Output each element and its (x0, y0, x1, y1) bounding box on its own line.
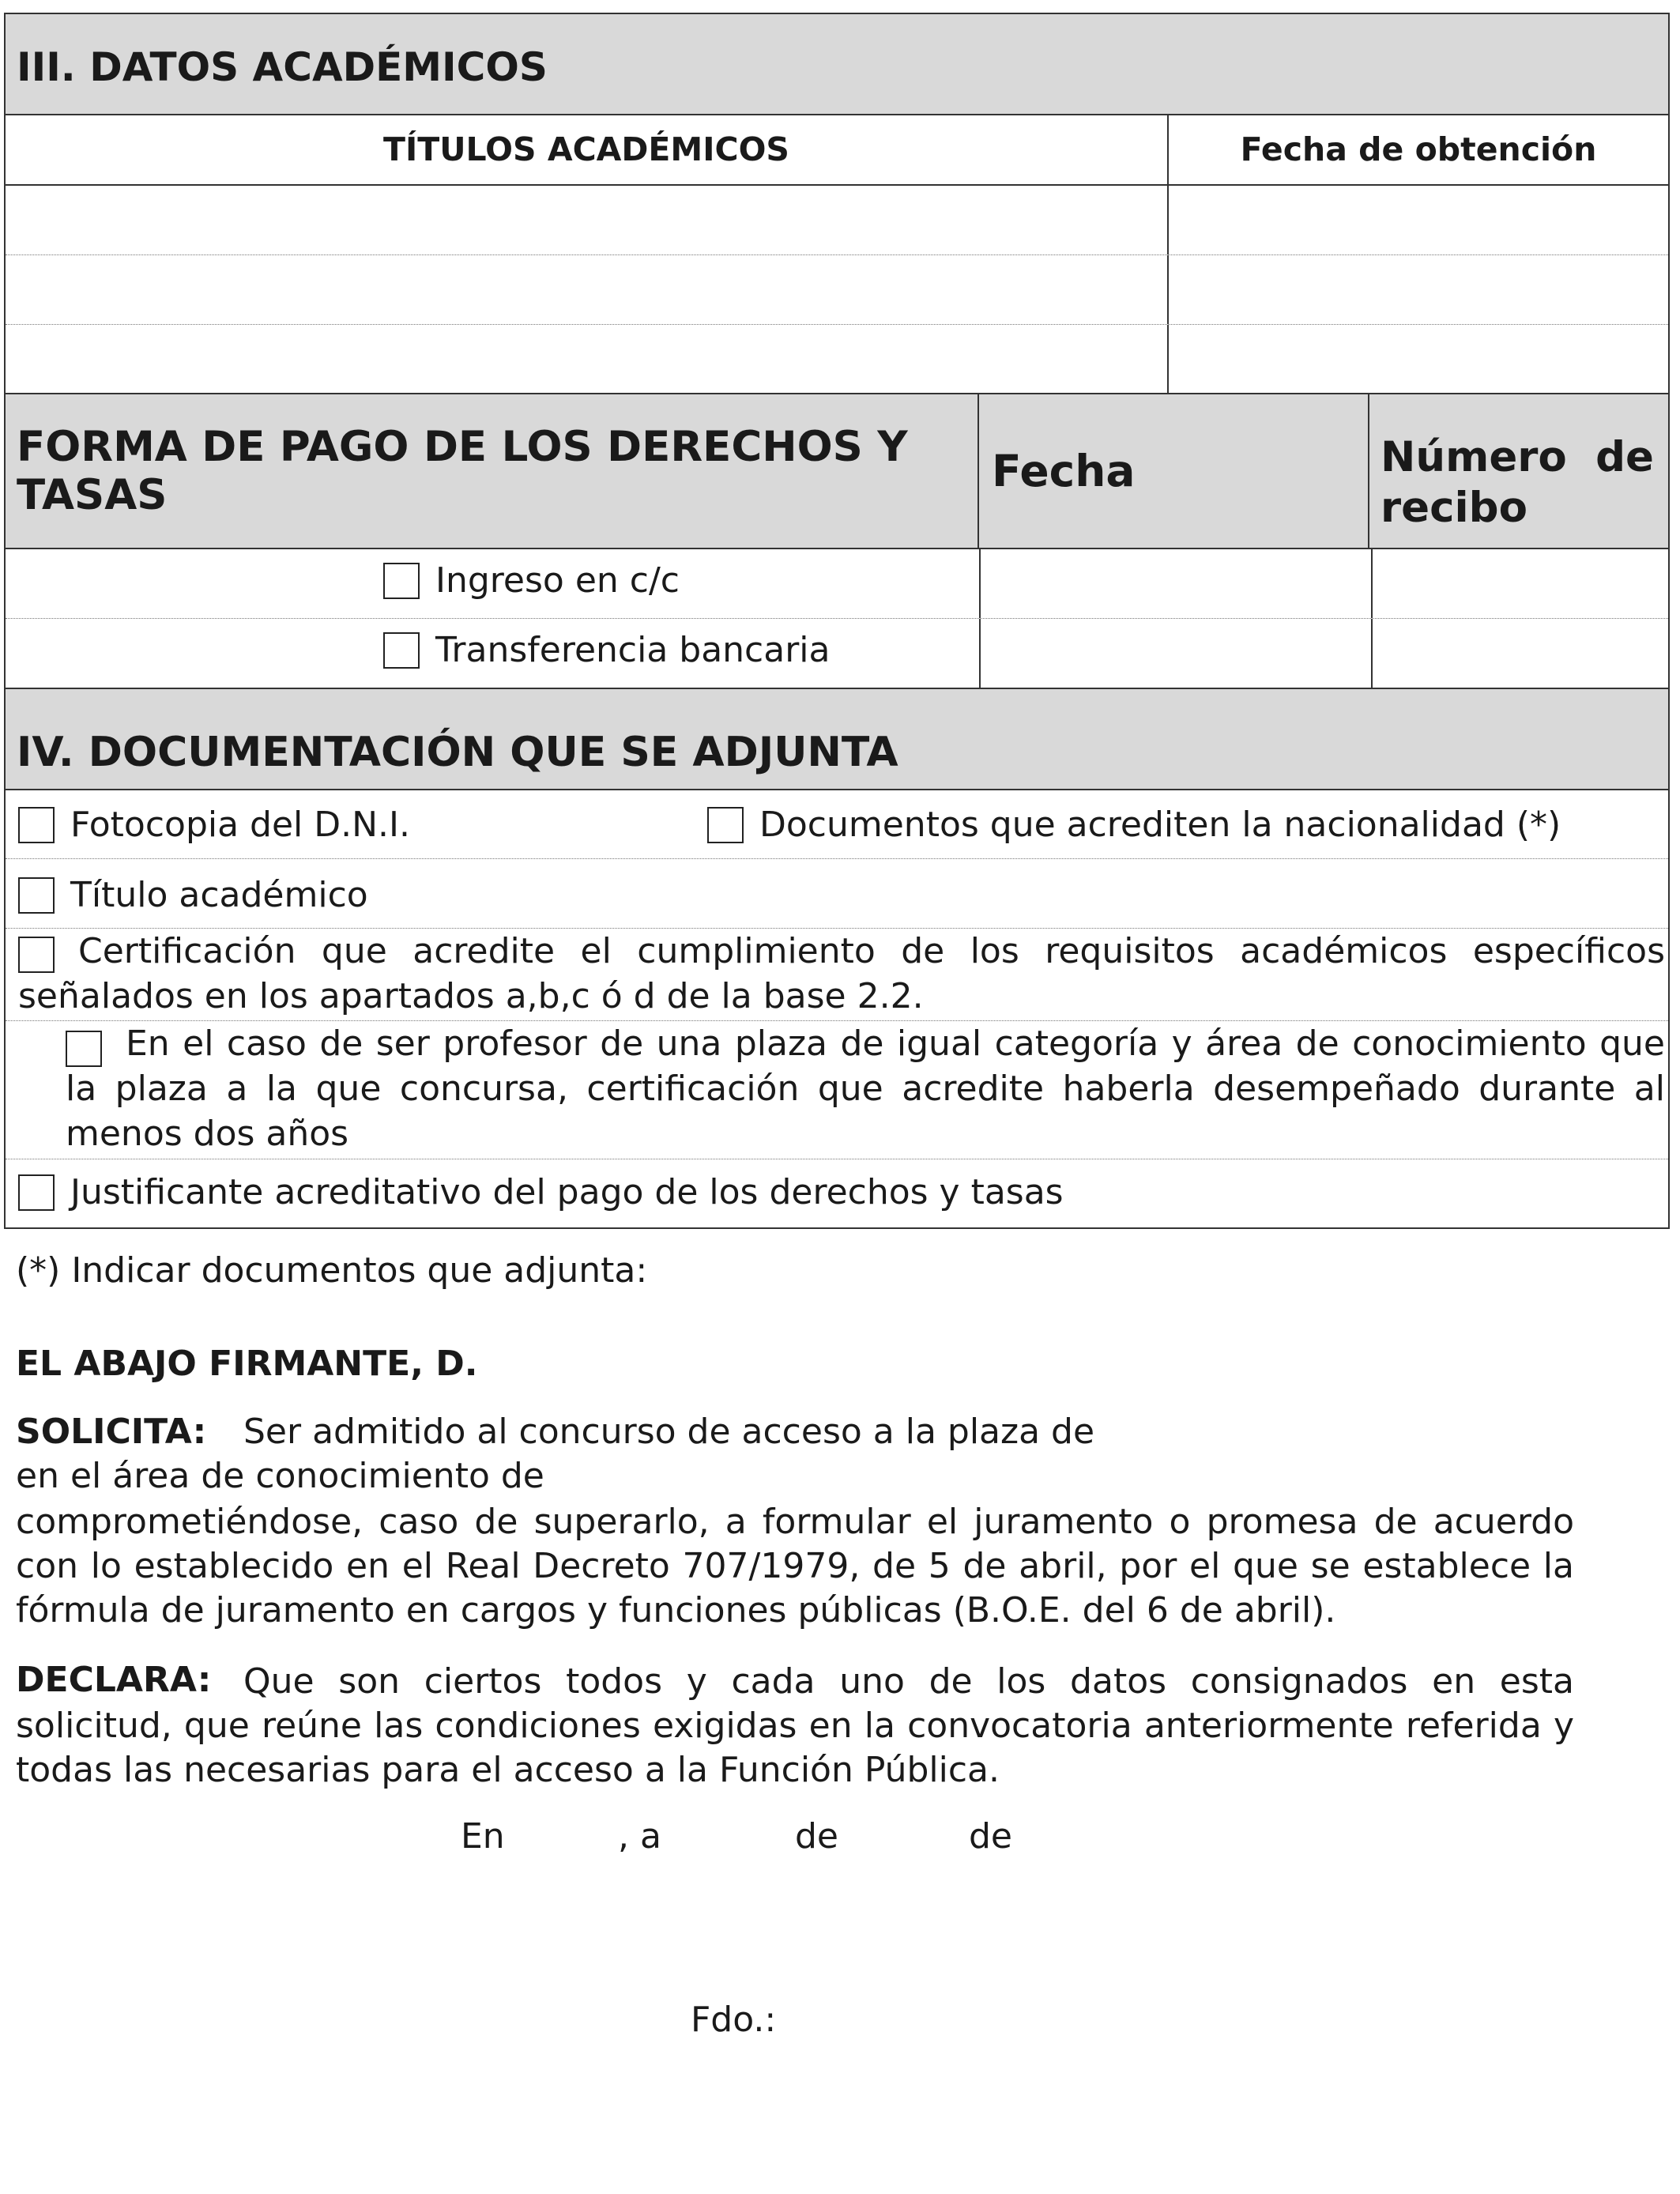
solicita-area-text: en el área de conocimiento de (16, 1456, 544, 1496)
obtention-date-field[interactable] (1169, 325, 1668, 394)
payment-date-field[interactable] (981, 619, 1373, 688)
place-en: En (461, 1816, 505, 1857)
doc-item-label: Certificación que acredite el cumplimiento de los requisitos académicos específicos señalados en los apartados a,b,c ó d de la base 2.2. (18, 931, 1665, 1016)
payment-proof-checkbox[interactable] (18, 1174, 55, 1211)
place-a: , a (618, 1816, 661, 1857)
declara-label: DECLARA: (16, 1660, 212, 1700)
doc-item-label: En el caso de ser profesor de una plaza de igual categoría y área de conocimiento que la plaza a la que concursa, certificación que acredite haberla desempeñado durante al menos dos años (66, 1023, 1665, 1154)
payment-option-label: Transferencia bancaria (435, 630, 831, 670)
payment-date-field[interactable] (981, 549, 1373, 618)
signature-label: Fdo.: (691, 2000, 777, 2040)
declara-paragraph: Que son ciertos todos y cada uno de los datos consignados en esta solicitud, que reúne las condiciones exigidas en la convocatoria anteriormente referida y todas las necesarias para el acceso a la Función Pública. (16, 1661, 1574, 1790)
transferencia-checkbox[interactable] (383, 632, 420, 669)
receipt-header-word: recibo (1381, 484, 1528, 532)
payment-option (383, 560, 680, 601)
ingreso-checkbox[interactable] (383, 563, 420, 599)
receipt-number-field[interactable] (1373, 619, 1668, 688)
doc-item-label: Documentos que acrediten la nacionalidad (*) (759, 805, 1561, 845)
receipt-number-field[interactable] (1373, 549, 1668, 618)
solicita-text: Ser admitido al concurso de acceso a la plaza de (243, 1412, 1095, 1452)
payment-date-header: Fecha (979, 394, 1369, 548)
doc-row (6, 859, 1668, 929)
doc-item (18, 1172, 1064, 1212)
doc-row (6, 790, 1668, 859)
payment-row (6, 549, 1668, 619)
nationality-docs-checkbox[interactable] (707, 807, 744, 843)
academic-row (6, 186, 1668, 255)
doc-item (707, 805, 1561, 845)
academic-row (6, 325, 1668, 394)
obtention-date-field[interactable] (1169, 255, 1668, 324)
academic-titles-header: TÍTULOS ACADÉMICOS (6, 115, 1169, 184)
doc-row (6, 1159, 1668, 1227)
date-de-year: de (969, 1816, 1012, 1857)
academic-row (6, 255, 1668, 325)
payment-option (383, 630, 831, 670)
obtention-date-field[interactable] (1169, 186, 1668, 254)
doc-row (6, 929, 1668, 1021)
date-de-month: de (795, 1816, 838, 1857)
academic-data-table (4, 13, 1670, 395)
academic-section-title: III. DATOS ACADÉMICOS (6, 14, 1668, 115)
dni-checkbox[interactable] (18, 807, 55, 843)
documentation-section-title: IV. DOCUMENTACIÓN QUE SE ADJUNTA (6, 689, 1668, 790)
receipt-number-header (1369, 394, 1668, 548)
payment-table-header (6, 394, 1668, 549)
doc-item-label: Título académico (70, 875, 368, 915)
academic-title-field[interactable] (6, 325, 1169, 394)
payment-table (4, 393, 1670, 689)
academic-title-field[interactable] (6, 255, 1169, 324)
documentation-table (4, 688, 1670, 1229)
receipt-header-word: de (1595, 433, 1654, 481)
doc-item-label: Justificante acreditativo del pago de los derechos y tasas (70, 1172, 1064, 1212)
receipt-header-word: Número (1381, 433, 1567, 481)
obtention-date-header: Fecha de obtención (1240, 130, 1597, 168)
academic-table-header (6, 115, 1668, 186)
solicita-paragraph: comprometiéndose, caso de superarlo, a formular el juramento o promesa de acuerdo con lo establecido en el Real Decreto 707/1979, de 5 de abril, por el que se establece la fórmula de juramento en cargos y funciones públicas (B.O.E. del 6 de abril). (16, 1502, 1574, 1630)
payment-option-label: Ingreso en c/c (435, 560, 680, 601)
doc-row (6, 1021, 1668, 1159)
signer-label: EL ABAJO FIRMANTE, D. (16, 1344, 478, 1384)
solicita-label: SOLICITA: (16, 1412, 207, 1452)
doc-item (18, 875, 368, 915)
payment-method-header: FORMA DE PAGO DE LOS DERECHOS Y TASAS (6, 394, 979, 548)
academic-title-field[interactable] (6, 186, 1169, 254)
academic-title-checkbox[interactable] (18, 877, 55, 914)
footnote: (*) Indicar documentos que adjunta: (16, 1250, 648, 1291)
doc-item (18, 805, 410, 845)
payment-row (6, 619, 1668, 688)
doc-item-label: Fotocopia del D.N.I. (70, 805, 410, 845)
